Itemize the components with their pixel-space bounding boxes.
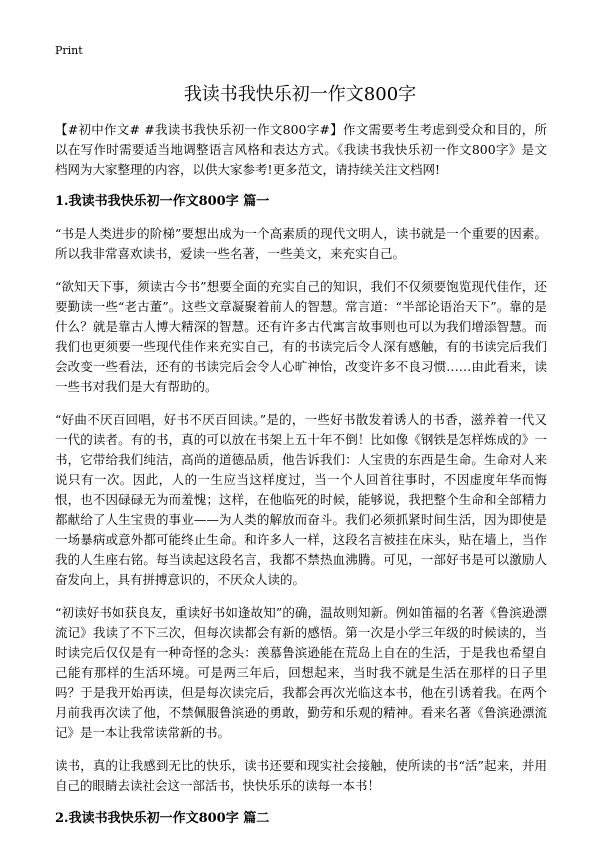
paragraph: “初读好书如获良友，重读好书如逢故知”的确，温故则知新。例如笛福的名著《鲁滨逊漂流记》我读了不下三次，但每次读都会有新的感悟。第一次是小学三年级的时候读的，当时读完后仅仅是有一种奇怪的念头：羡慕鲁滨逊能在荒岛上自在的生活，于是我也希望自己能有那样的生活环境。可是两三年后，回想起来，当时我不就是生活在那样的日子里吗？于是我开始再读，但是每次读完后，我都会再次光临这本书，他在引诱着我。在两个月前我再次读了他，不禁佩服鲁滨逊的勇敢，勤劳和乐观的精神。看来名著《鲁滨逊漂流记》是一本让我常读常新的书。 [55,605,547,740]
section-heading-1: 1.我读书我快乐初一作文800字 篇一 [55,194,270,209]
paragraph: 读书，真的让我感到无比的快乐，读书还要和现实社会接触，使所读的书“活”起来，并用自己的眼睛去读社会这一部活书，快快乐乐的读每一本书！ [55,758,547,793]
section-heading-2: 2.我读书我快乐初一作文800字 篇二 [55,811,270,826]
document-body [55,120,547,841]
paragraph: “好曲不厌百回唱，好书不厌百回读。”是的，一些好书散发着诱人的书香，滋养着一代又一代的读者。有的书，真的可以放在书架上五十年不倒！比如像《钢铁是怎样炼成的》一书，它带给我们纯洁，高尚的道德品质，他告诉我们：人宝贵的东西是生命。生命对人来说只有一次。因此，人的一生应当这样度过，当一个人回首往事时，不因虚度年华而悔恨，也不因碌碌无为而羞愧；这样，在他临死的时候，能够说，我把整个生命和全部精力都献给了人生宝贵的事业——为人类的解放而奋斗。我们必须抓紧时间生活，因为即使是一场暴病或意外都可能终止生命。和许多人一样，这段名言被挂在床头，贴在墙上，当作我的人生座右铭。每当读起这段名言，我都不禁热血沸腾。可见，一部好书是可以激励人奋发向上，具有拼搏意识的，不厌众人读的。 [55,412,547,587]
paragraph: “书是人类进步的阶梯”要想出成为一个高素质的现代文明人，读书就是一个重要的因素。所以我非常喜欢读书，爱读一些名著，一些美文，来充实自己。 [55,226,547,261]
paragraph: “欲知天下事，须读古今书”想要全面的充实自己的知识，我们不仅须要饱览现代佳作，还要勤读一些“老古董”。这些文章凝聚着前人的智慧。常言道：“半部论语治天下”。靠的是什么？就是靠古人博大精深的智慧。还有许多古代寓言故事则也可以为我们增添智慧。而我们也更须要一些现代佳作来充实自己，有的书读完后令人深有感触，有的书读完后我们会改变一些看法，还有的书读完后会令人心旷神怡，改变许多不良习惯……由此看来，读一些书对我们是大有帮助的。 [55,279,547,394]
intro-paragraph: 【#初中作文# #我读书我快乐初一作文800字#】作文需要考生考虑到受众和目的，所以在写作时需要适当地调整语言风格和表达方式。《我读书我快乐初一作文800字》是文档网为大家整理的内容，以供大家参考!更多范文，请持续关注文档网! [55,122,547,177]
page-title: 我读书我快乐初一作文800字 [183,84,417,105]
print-link[interactable]: Print [55,44,83,57]
